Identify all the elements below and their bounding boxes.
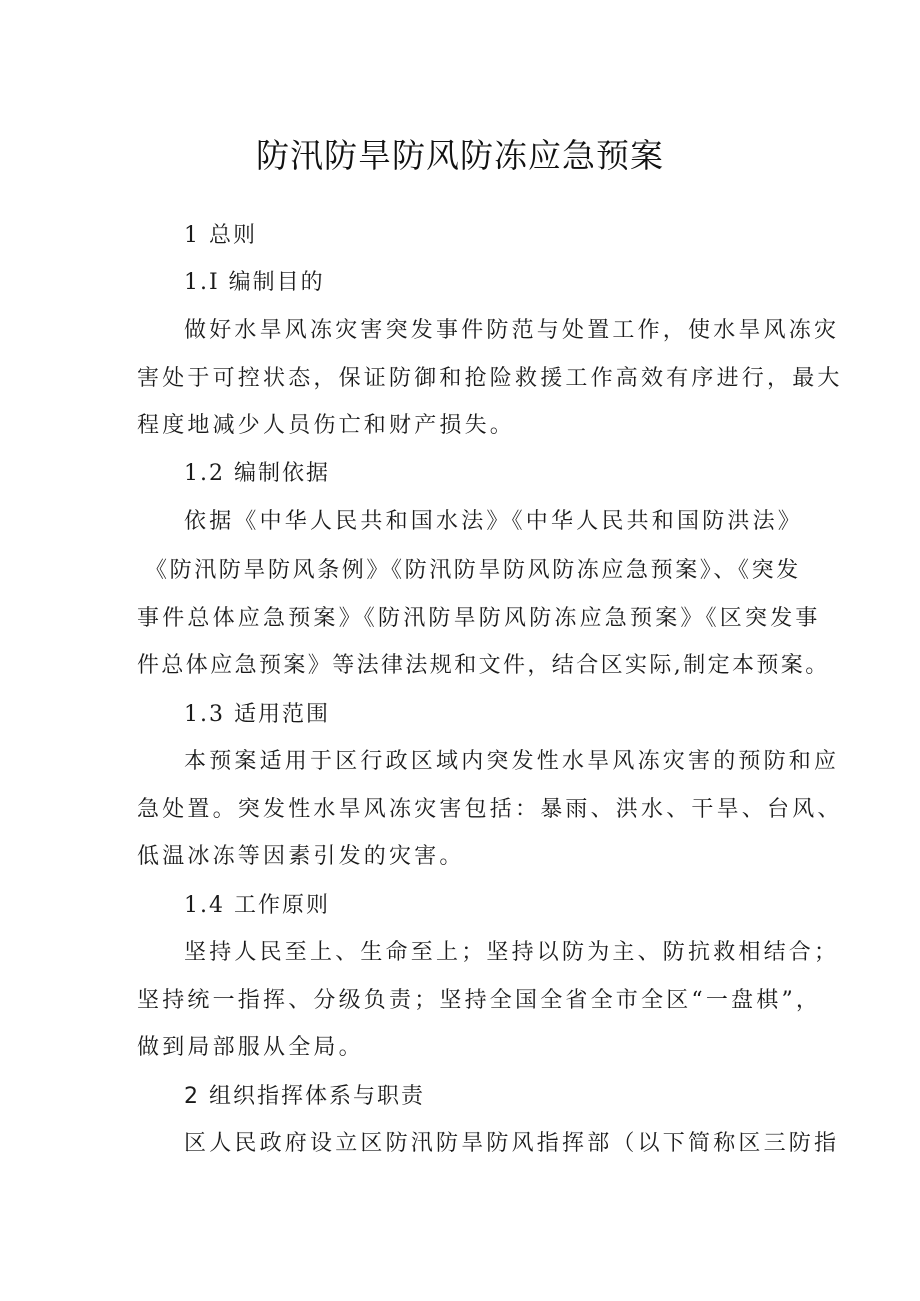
paragraph-line: 低温冰冻等因素引发的灾害。 [137,844,465,869]
section-heading: 1.4 工作原则 [184,893,330,918]
paragraph-line: 程度地减少人员伤亡和财产损失。 [137,413,516,438]
paragraph-line: 依据《中华人民共和国水法》《中华人民共和国防洪法》 [184,509,804,534]
section-heading: 1.I 编制目的 [184,270,325,295]
document-title: 防汛防旱防风防冻应急预案 [256,136,664,175]
section-heading: 2 组织指挥体系与职责 [184,1084,425,1109]
paragraph-line: 做到局部服从全局。 [137,1035,364,1060]
paragraph-line: 做好水旱风冻灾害突发事件防范与处置工作，使水旱风冻灾 [184,318,840,343]
paragraph-line: 害处于可控状态，保证防御和抢险救援工作高效有序进行，最大 [137,366,843,391]
section-heading: 1.3 适用范围 [184,702,330,727]
section-heading: 1.2 编制依据 [184,461,330,486]
paragraph-line: 本预案适用于区行政区域内突发性水旱风冻灾害的预防和应 [184,749,840,774]
paragraph-line: 急处置。突发性水旱风冻灾害包括：暴雨、洪水、干旱、台风、 [137,797,843,822]
paragraph-line: 《防汛防旱防风条例》《防汛防旱防风防冻应急预案》、《突发 [145,558,801,583]
paragraph-line: 件总体应急预案》等法律法规和文件，结合区实际,制定本预案。 [137,653,830,678]
section-heading: 1 总则 [184,223,257,248]
paragraph-line: 区人民政府设立区防汛防旱防风指挥部（以下简称区三防指 [184,1131,840,1156]
paragraph-line: 坚持统一指挥、分级负责；坚持全国全省全市全区“一盘棋”， [137,988,822,1013]
paragraph-line: 坚持人民至上、生命至上；坚持以防为主、防抗救相结合； [184,940,840,965]
paragraph-line: 事件总体应急预案》《防汛防旱防风防冻应急预案》《区突发事 [137,606,821,631]
